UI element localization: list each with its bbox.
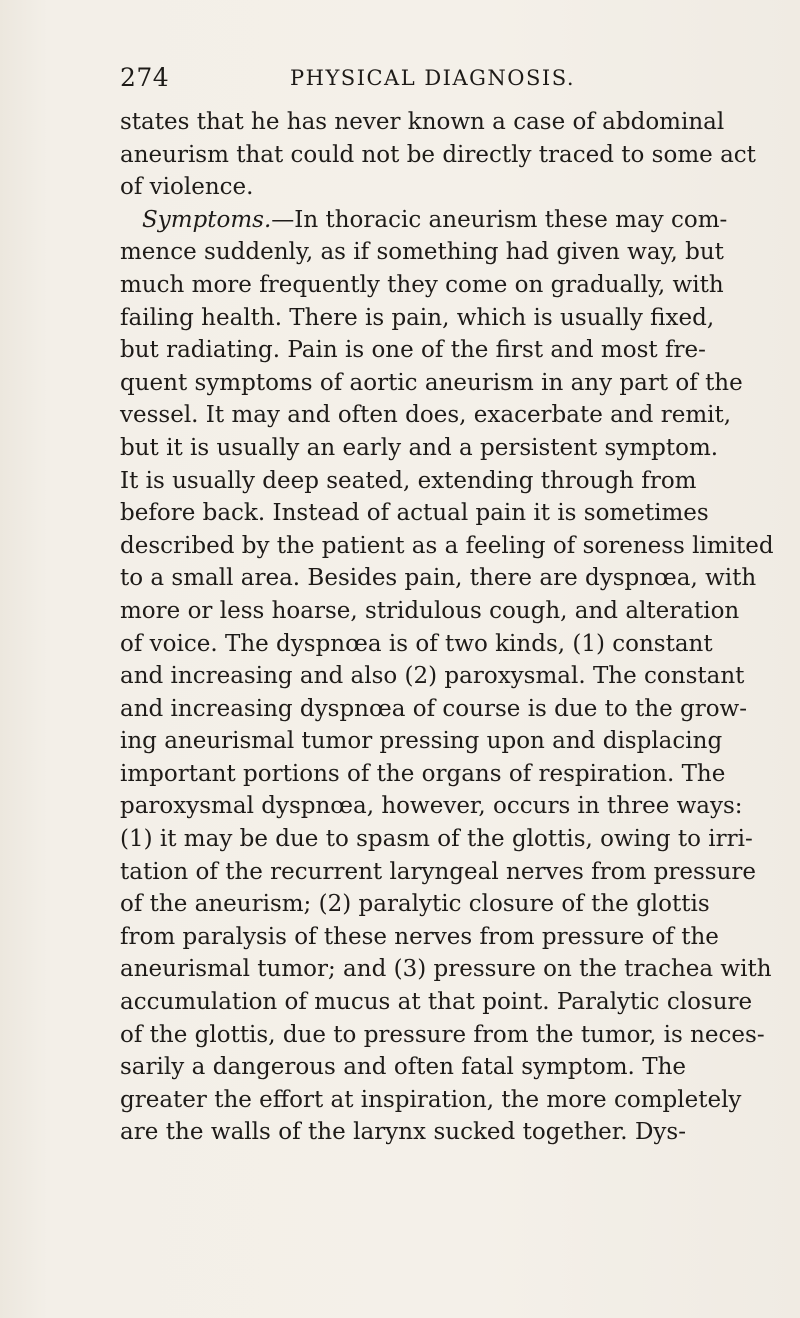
text-line: of the aneurism; (2) paralytic closure of the glottis: [120, 891, 710, 918]
body-text: [120, 106, 774, 1149]
text-line: aneurismal tumor; and (3) pressure on the trachea with: [120, 956, 772, 983]
text-line: but radiating. Pain is one of the first and most fre-: [120, 337, 706, 364]
text-line: are the walls of the larynx sucked together. Dys-: [120, 1119, 686, 1146]
text-line: described by the patient as a feeling of soreness limited: [120, 532, 774, 559]
text-line: greater the effort at inspiration, the more completely: [120, 1086, 742, 1113]
text-line: states that he has never known a case of abdominal: [120, 109, 725, 135]
text-line: failing health. There is pain, which is usually fixed,: [120, 304, 715, 331]
text-line: [120, 204, 728, 237]
text-line: accumulation of mucus at that point. Paralytic closure: [120, 989, 753, 1016]
text-line: important portions of the organs of respiration. The: [120, 760, 726, 787]
text-line: quent symptoms of aortic aneurism in any part of the: [120, 369, 743, 396]
text-line: but it is usually an early and a persistent symptom.: [120, 434, 719, 461]
text-line: ing aneurismal tumor pressing upon and displacing: [120, 728, 723, 755]
text-line: paroxysmal dyspnœa, however, occurs in three ways:: [120, 793, 743, 820]
running-head: PHYSICAL DIAGNOSIS.: [290, 66, 576, 90]
section-heading: Symptoms.: [142, 206, 272, 233]
text-line: aneurism that could not be directly traced to some act: [120, 141, 756, 168]
text-line: of voice. The dyspnœa is of two kinds, (1) constant: [120, 630, 713, 657]
text-line: and increasing and also (2) paroxysmal. The constant: [120, 663, 745, 690]
text-line: of the glottis, due to pressure from the tumor, is neces-: [120, 1021, 765, 1048]
text-line: vessel. It may and often does, exacerbate and remit,: [120, 402, 732, 429]
text-line: to a small area. Besides pain, there are dyspnœa, with: [120, 565, 757, 592]
text-line: of violence.: [120, 174, 254, 201]
text-line: mence suddenly, as if something had given way, but: [120, 239, 724, 266]
text-line: (1) it may be due to spasm of the glottis, owing to irri-: [120, 826, 753, 853]
text-line: from paralysis of these nerves from pressure of the: [120, 923, 719, 950]
text-line: and increasing dyspnœa of course is due to the grow-: [120, 695, 748, 722]
page-number: 274: [120, 63, 170, 92]
text-line: sarily a dangerous and often fatal symptom. The: [120, 1054, 686, 1081]
page-header: [120, 58, 690, 98]
text-line-continuation: —In thoracic aneurism these may com-: [271, 206, 728, 233]
text-line: much more frequently they come on gradually, with: [120, 271, 724, 298]
text-line: It is usually deep seated, extending through from: [120, 467, 697, 494]
text-line: more or less hoarse, stridulous cough, and alteration: [120, 597, 740, 624]
text-line: before back. Instead of actual pain it is sometimes: [120, 500, 709, 527]
text-line: tation of the recurrent laryngeal nerves from pressure: [120, 858, 756, 885]
